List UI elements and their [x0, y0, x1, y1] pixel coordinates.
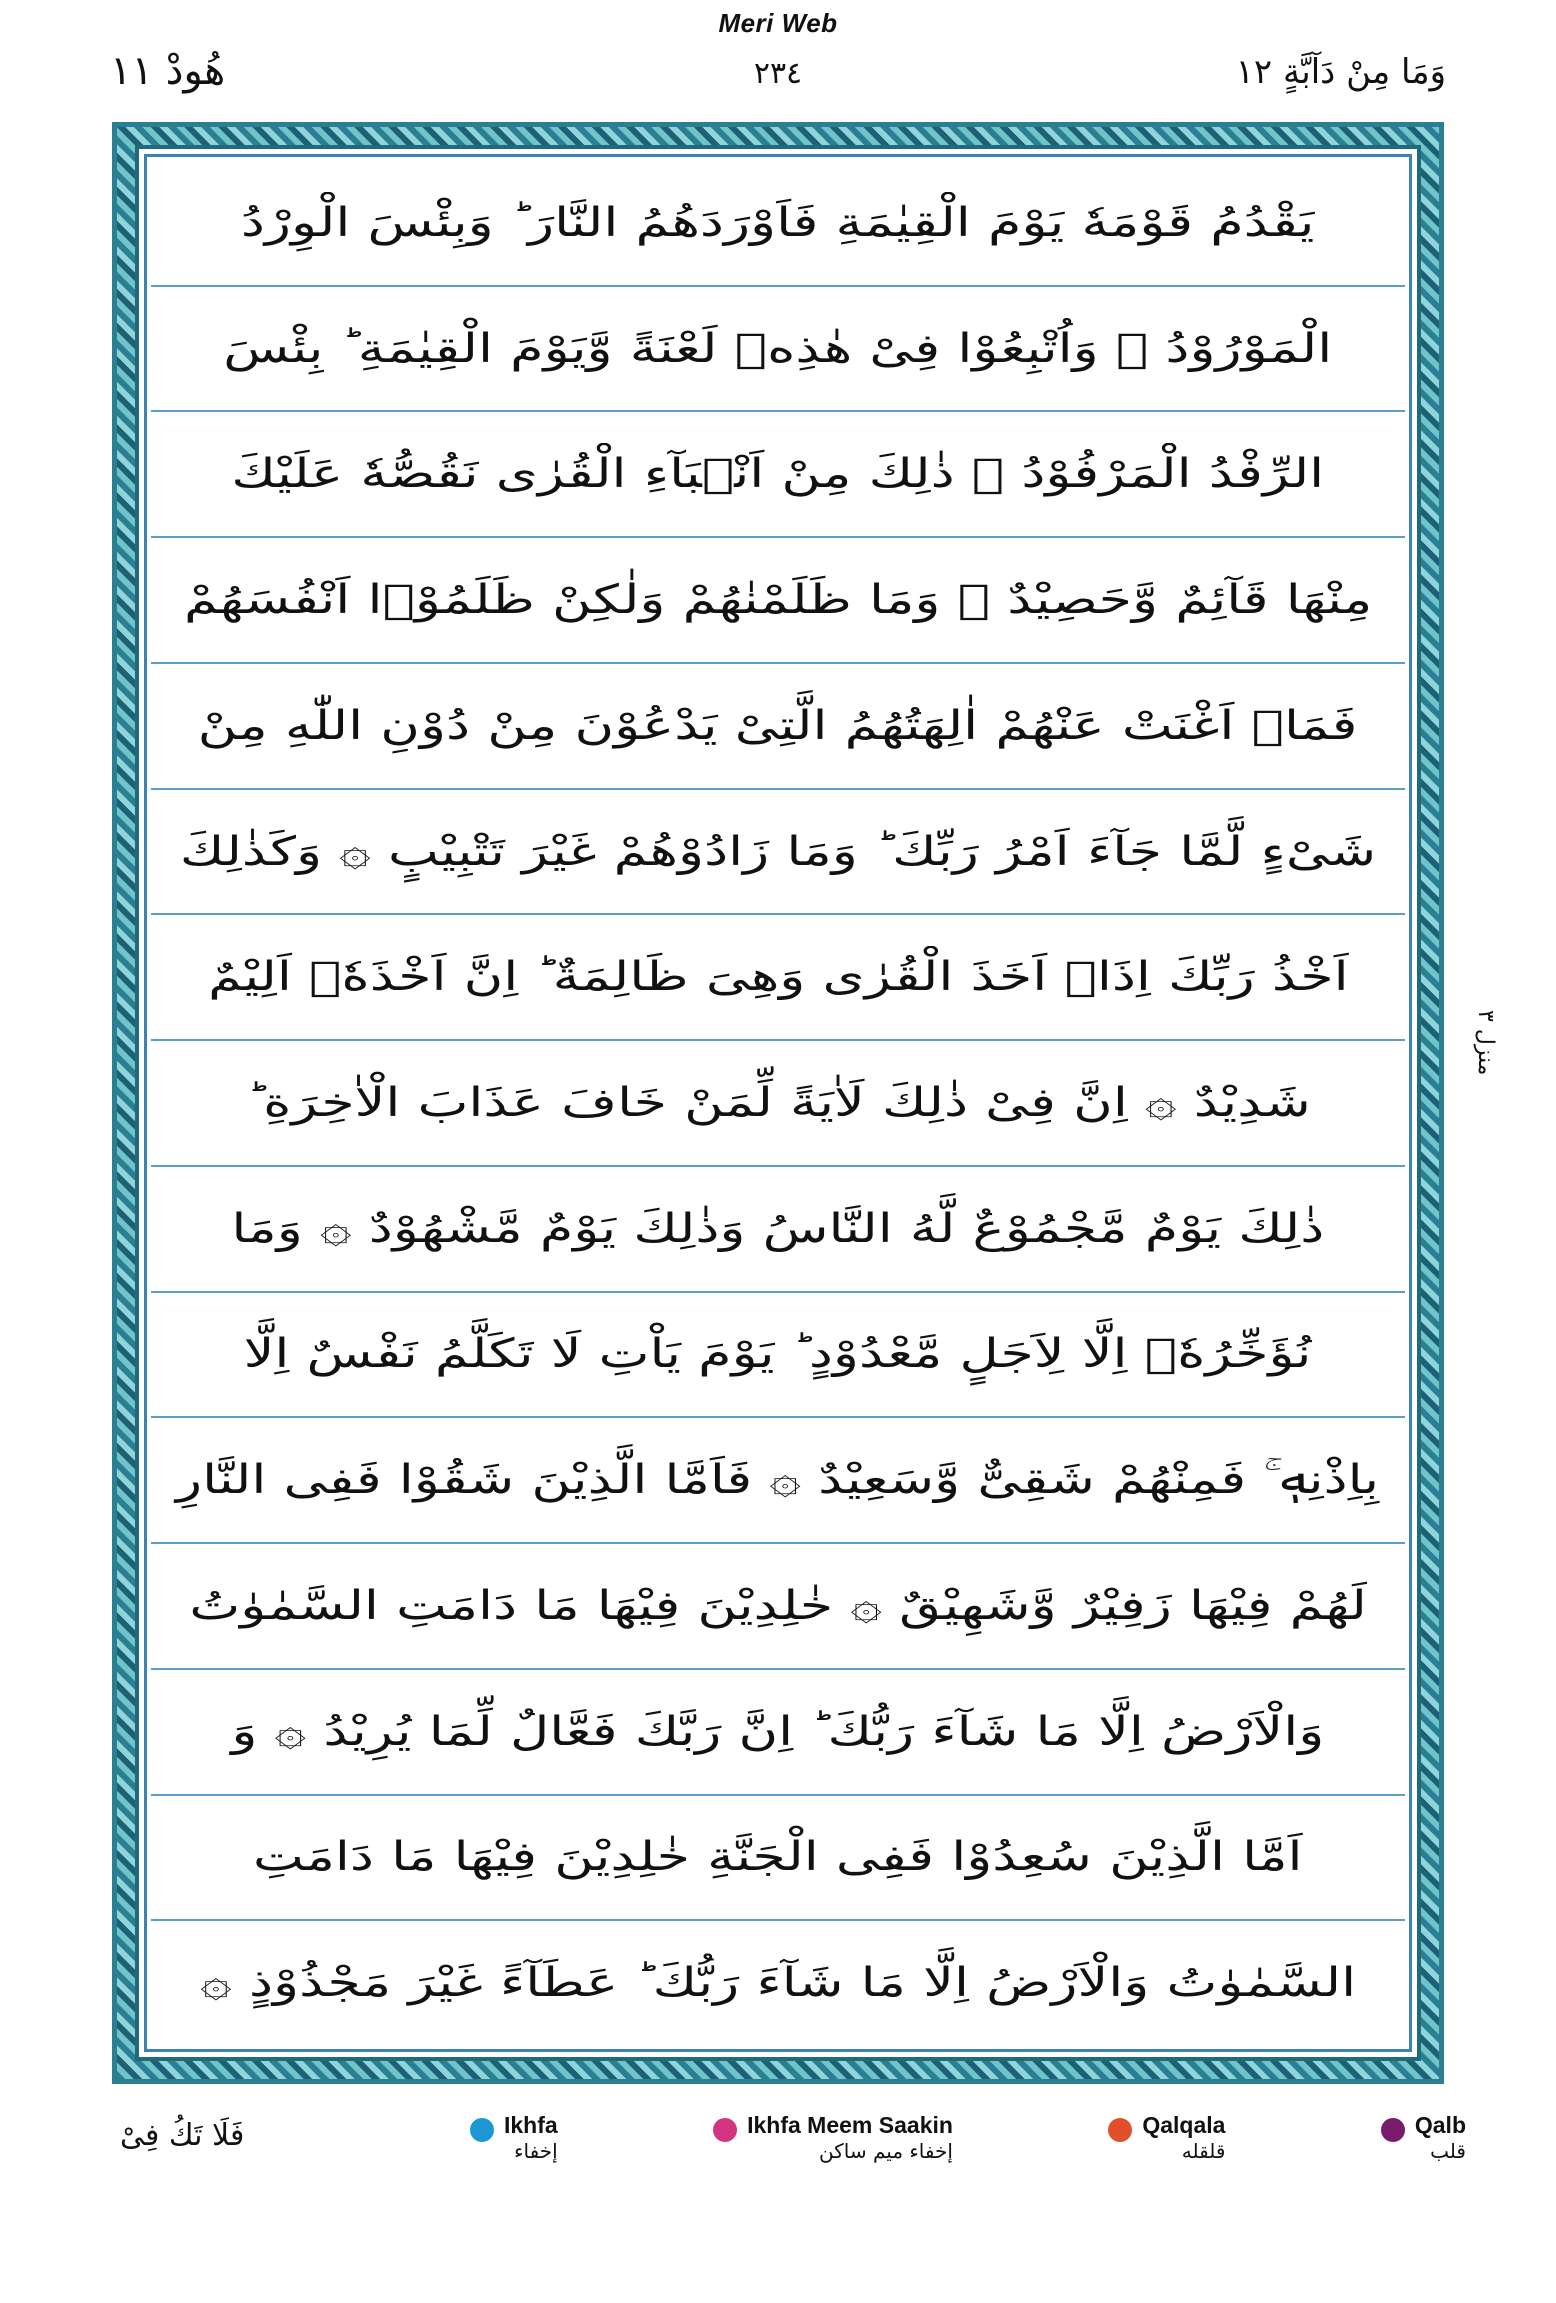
ayah-line-text: نُؤَخِّرُهٗۤ اِلَّا لِاَجَلٍ مَّعْدُوْدٍ ؕ يَوْمَ يَاْتِ لَا تَكَلَّمُ نَفْسٌ اِلَّا: [244, 1331, 1312, 1378]
frame-middle-border: [135, 145, 1421, 2061]
ayah-line-text: ذٰلِكَ يَوْمٌ مَّجْمُوْعٌ لَّهُ النَّاسُ وَذٰلِكَ يَوْمٌ مَّشْهُوْدٌ ۞ وَمَا: [231, 1205, 1325, 1252]
page-number-label: ٢٣٤: [753, 56, 803, 91]
ayah-line: [151, 1544, 1405, 1670]
ayah-line-text: الْمَوْرُوْدُ ۞ وَاُتْبِعُوْا فِىْ هٰذِهٖ لَعْنَةً وَّيَوْمَ الْقِيٰمَةِ ؕ بِئْسَ: [223, 325, 1333, 372]
ayah-line-text: يَقْدُمُ قَوْمَهٗ يَوْمَ الْقِيٰمَةِ فَاَوْرَدَهُمُ النَّارَ ؕ وَبِئْسَ الْوِرْدُ: [241, 199, 1315, 246]
legend-item-qalqala: [1108, 2112, 1225, 2164]
ayah-line: [151, 1293, 1405, 1419]
legend-label-english: Ikhfa: [504, 2112, 558, 2138]
ayah-line-text: فَمَاۤ اَغْنَتْ عَنْهُمْ اٰلِهَتُهُمُ الَّتِىْ يَدْعُوْنَ مِنْ دُوْنِ اللّٰهِ مِنْ: [198, 702, 1358, 749]
ayah-line-text: شَدِيْدٌ ۞ اِنَّ فِىْ ذٰلِكَ لَاٰيَةً لِّمَنْ خَافَ عَذَابَ الْاٰخِرَةِ ؕ: [245, 1080, 1311, 1126]
page-footer: [90, 2112, 1466, 2222]
ayah-line: [151, 1670, 1405, 1796]
ayah-line: [151, 161, 1405, 287]
ayah-line-text: مِنْهَا قَآئِمٌ وَّحَصِيْدٌ ۞ وَمَا ظَلَمْنٰهُمْ وَلٰكِنْ ظَلَمُوْۤا اَنْفُسَهُمْ: [183, 577, 1373, 624]
ayah-line: [151, 287, 1405, 413]
surah-name-label: هُودْ ١١: [110, 48, 226, 94]
frame-inner-border: [144, 154, 1412, 2052]
manzil-marker: منزل ٣: [1473, 1010, 1498, 1076]
ayah-line-text: شَىْءٍ لَّمَّا جَآءَ اَمْرُ رَبِّكَ ؕ وَمَا زَادُوْهُمْ غَيْرَ تَتْبِيْبٍ ۞ وَكَذٰلِكَ: [179, 828, 1377, 875]
ayah-line-text: الرِّفْدُ الْمَرْفُوْدُ ۞ ذٰلِكَ مِنْ اَنْۢبَآءِ الْقُرٰى نَقُصُّهٗ عَلَيْكَ: [231, 451, 1325, 498]
para-name-label: وَمَا مِنْ دَآبَّةٍ ١٢: [1235, 52, 1446, 92]
ayah-line: [151, 1921, 1405, 2045]
ikhfa-meem-saakin-color-dot: [713, 2118, 737, 2142]
legend-label-arabic: قلب: [1430, 2139, 1466, 2164]
ayah-line-text: بِاِذْنِهٖ ۚ فَمِنْهُمْ شَقِىٌّ وَّسَعِيْدٌ ۞ فَاَمَّا الَّذِيْنَ شَقُوْا فَفِى النَّارِ: [176, 1457, 1380, 1504]
ayah-line: [151, 664, 1405, 790]
legend-label-arabic: إخفاء: [514, 2139, 558, 2164]
ayah-line: [151, 1167, 1405, 1293]
legend-label-english: Qalqala: [1142, 2112, 1226, 2138]
ayah-line-text: اَخْذُ رَبِّكَ اِذَاۤ اَخَذَ الْقُرٰى وَهِىَ ظَالِمَةٌ ؕ اِنَّ اَخْذَهٗۤ اَلِيْمٌ: [207, 954, 1349, 1001]
qalqala-color-dot: [1108, 2118, 1132, 2142]
ayah-line: [151, 538, 1405, 664]
ayah-line: [151, 915, 1405, 1041]
legend-item-ikhfa: [470, 2112, 558, 2164]
ayah-line: [151, 1041, 1405, 1167]
footer-arabic-note: فَلَا تَكُ فِىْ: [120, 2118, 245, 2153]
tajweed-legend: [470, 2112, 1466, 2164]
legend-label-arabic: قلقله: [1181, 2139, 1226, 2164]
quran-page-frame: [112, 122, 1444, 2084]
ayah-line-text: لَهُمْ فِيْهَا زَفِيْرٌ وَّشَهِيْقٌ ۞ خٰلِدِيْنَ فِيْهَا مَا دَامَتِ السَّمٰوٰتُ: [189, 1582, 1367, 1629]
ayah-line: [151, 1418, 1405, 1544]
legend-label-arabic: إخفاء ميم ساكن: [819, 2139, 953, 2164]
ikhfa-color-dot: [470, 2118, 494, 2142]
ayah-line: [151, 412, 1405, 538]
page-header: [90, 48, 1466, 108]
ayah-line-text: وَالْاَرْضُ اِلَّا مَا شَآءَ رَبُّكَ ؕ اِنَّ رَبَّكَ فَعَّالٌ لِّمَا يُرِيْدُ ۞ وَ: [231, 1708, 1325, 1755]
ayah-lines-container: [151, 161, 1405, 2045]
legend-label-english: Ikhfa Meem Saakin: [747, 2112, 953, 2138]
legend-label-english: Qalb: [1414, 2112, 1466, 2138]
legend-item-qalb: [1381, 2112, 1466, 2164]
site-watermark: Meri Web: [718, 8, 838, 38]
ayah-line: [151, 790, 1405, 916]
qalb-color-dot: [1381, 2118, 1405, 2142]
legend-item-ikhfa-meem-saakin: [713, 2112, 953, 2164]
ayah-line-text: اَمَّا الَّذِيْنَ سُعِدُوْا فَفِى الْجَنَّةِ خٰلِدِيْنَ فِيْهَا مَا دَامَتِ: [253, 1834, 1303, 1881]
ayah-line-text: السَّمٰوٰتُ وَالْاَرْضُ اِلَّا مَا شَآءَ رَبُّكَ ؕ عَطَآءً غَيْرَ مَجْذُوْذٍ ۞: [200, 1960, 1356, 2007]
ayah-line: [151, 1796, 1405, 1922]
